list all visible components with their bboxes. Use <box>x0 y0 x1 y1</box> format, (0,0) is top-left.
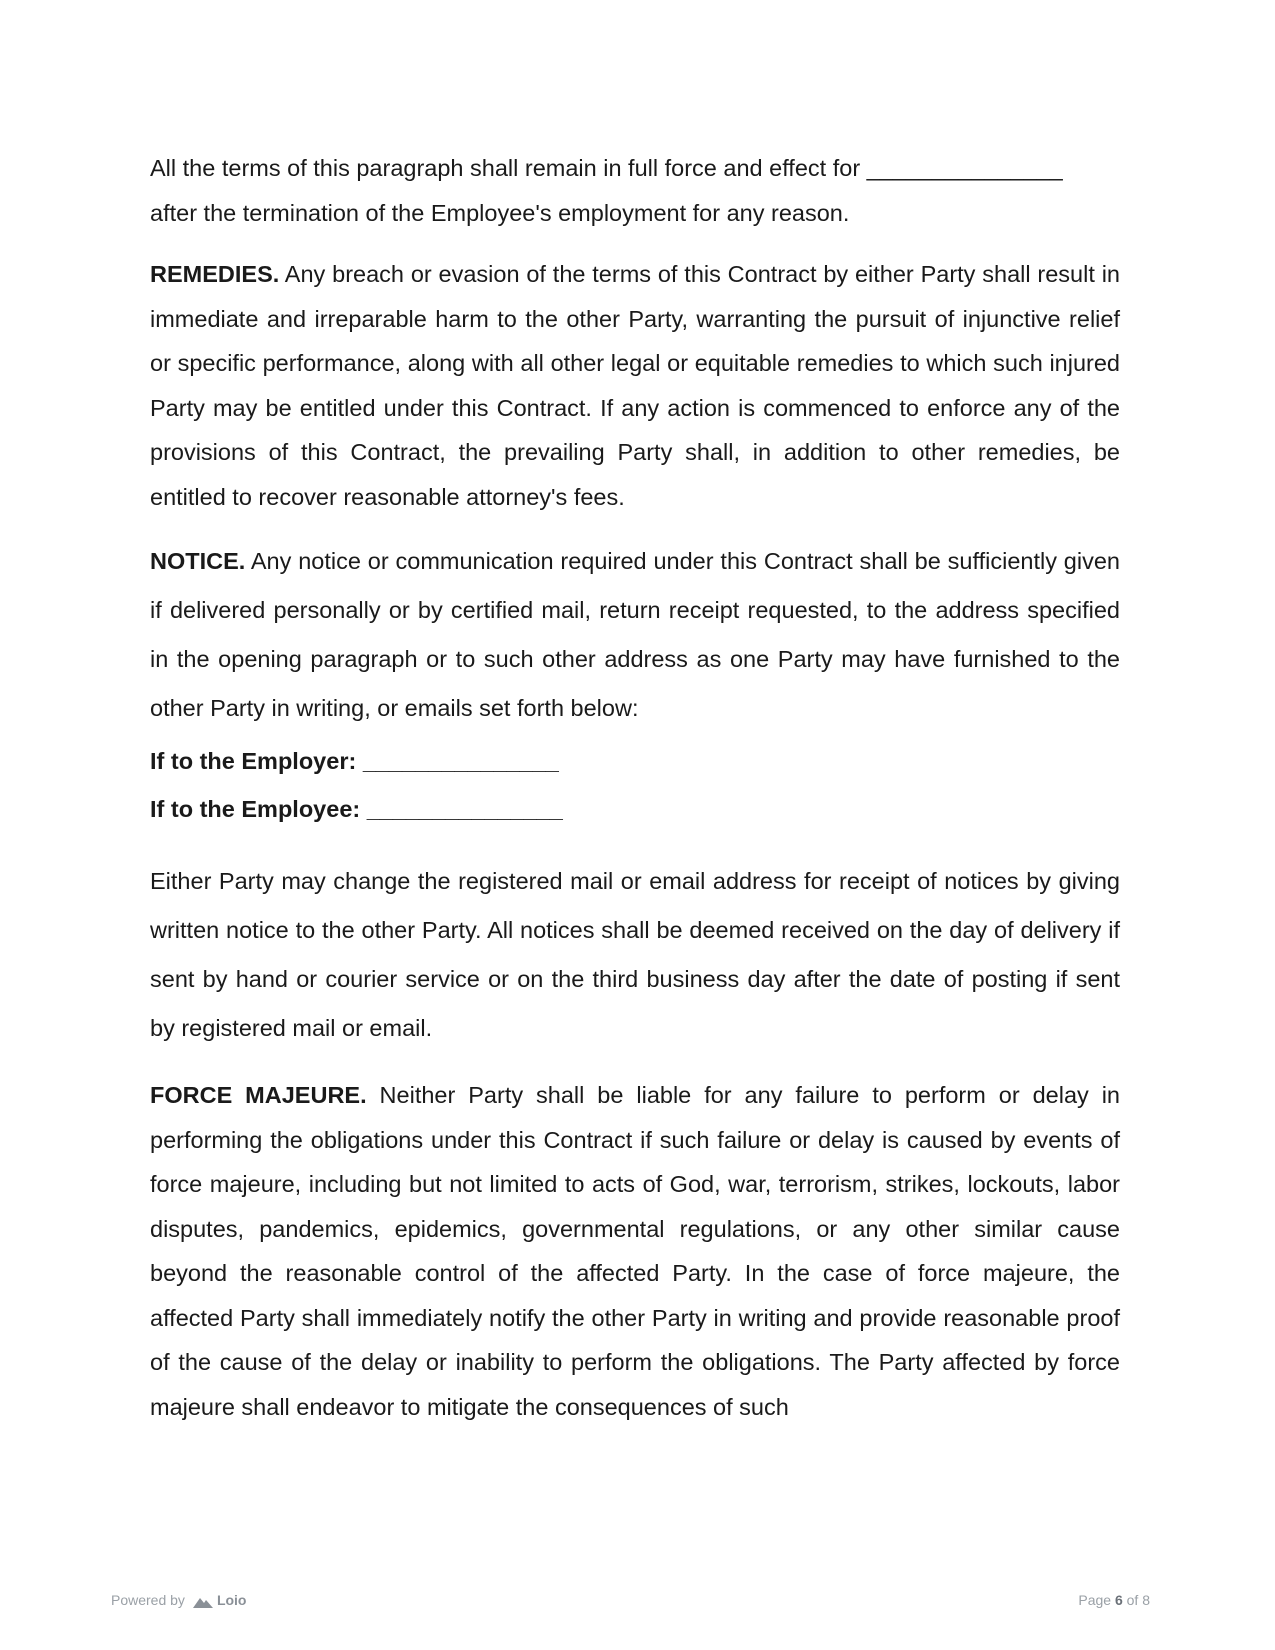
force-majeure-text: Neither Party shall be liable for any failure to perform or delay in performing the obligations under this Contract if such failure or delay is caused by events of force majeure, including but not limited to acts of God, war, terrorism, strikes, lockouts, labor disputes, pandemics, epidemics, governmental regulations, or any other similar cause beyond the reasonable control of the affected Party. In the case of force majeure, the affected Party shall immediately notify the other Party in writing and provide reasonable proof of the cause of the delay or inability to perform the obligations. The Party affected by force majeure shall endeavor to mitigate the consequences of such <box>150 1082 1120 1420</box>
footer-powered-by <box>111 1591 246 1609</box>
remedies-text: Any breach or evasion of the terms of this Contract by either Party shall result in immediate and irreparable harm to the other Party, warranting the pursuit of injunctive relief or specific performance, along with all other legal or equitable remedies to which such injured Party may be entitled under this Contract. If any action is commenced to enforce any of the provisions of this Contract, the prevailing Party shall, in addition to other remedies, be entitled to recover reasonable attorney's fees. <box>150 261 1120 510</box>
employer-address-line: If to the Employer: _______________ <box>150 748 559 774</box>
page-current: 6 <box>1114 1592 1123 1608</box>
remedies-heading: REMEDIES. <box>150 261 280 287</box>
brand-name: Loio <box>216 1592 247 1608</box>
notice-text: Any notice or communication required under this Contract shall be sufficiently given if delivered personally or by certified mail, return receipt requested, to the address specified in the opening paragraph or to such other address as one Party may have furnished to the other Party in writing, or emails set forth below: <box>150 548 1120 721</box>
loio-logo-icon <box>193 1594 213 1606</box>
intro-line-2: after the termination of the Employee's employment for any reason. <box>150 199 850 226</box>
document-body <box>150 146 1120 1429</box>
remedies-paragraph <box>150 252 1120 519</box>
force-majeure-paragraph <box>150 1073 1120 1429</box>
page-total: of 8 <box>1126 1592 1150 1608</box>
intro-paragraph <box>150 146 1120 235</box>
employee-address-line: If to the Employee: _______________ <box>150 796 563 822</box>
intro-line-1: All the terms of this paragraph shall remain in full force and effect for _______________ <box>150 155 1063 181</box>
powered-by-label: Powered by <box>111 1592 185 1608</box>
force-majeure-heading: FORCE MAJEURE. <box>150 1082 367 1108</box>
change-notice-paragraph: Either Party may change the registered mail or email address for receipt of notices by giving written notice to the other Party. All notices shall be deemed received on the day of delivery if sent by hand or courier service or on the third business day after the date of posting if sent by registered mail or email. <box>150 868 1120 1041</box>
page-prefix: Page <box>1078 1592 1112 1608</box>
notice-paragraph <box>150 537 1120 733</box>
page-number <box>1078 1591 1150 1609</box>
notice-heading: NOTICE. <box>150 548 246 574</box>
